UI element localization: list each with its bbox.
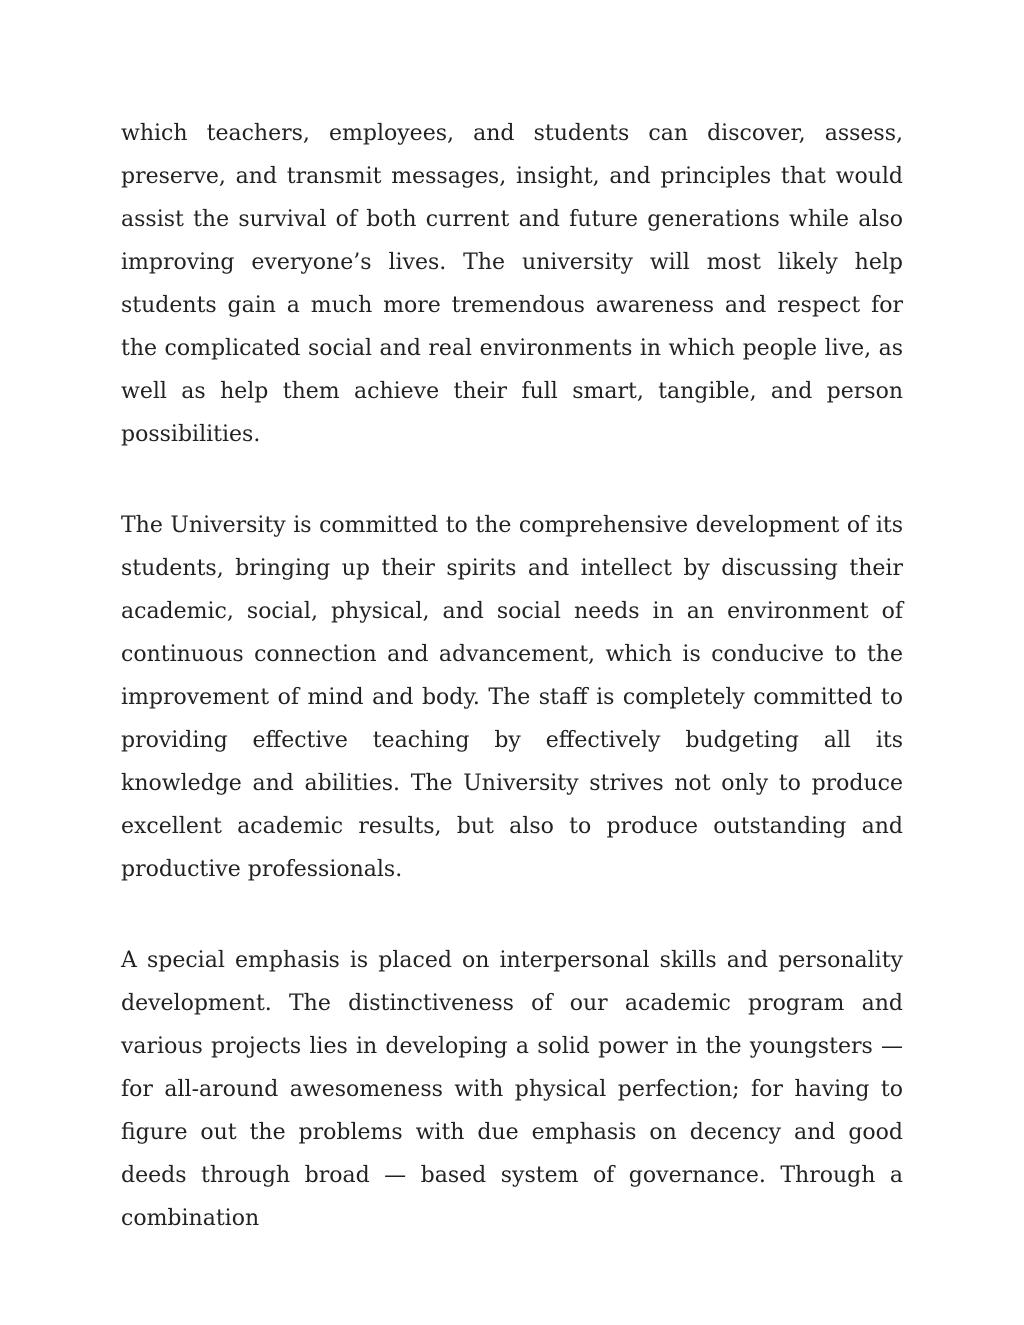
paragraph-2: The University is committed to the comprehensive development of its students, bringing up their spirits and intellect by discussing their academic, social, physical, and social needs in an environment of continuous connection and advancement, which is conducive to the improvement of mind and body. The staff is completely committed to providing effective teaching by effectively budgeting all its knowledge and abilities. The University strives not only to produce excellent academic results, but also to produce outstanding and productive professionals. <box>121 513 903 882</box>
paragraph-1: which teachers, employees, and students can discover, assess, preserve, and transmit messages, insight, and principles that would assist the survival of both current and future generations while also improving everyone’s lives. The university will most likely help students gain a much more tremendous awareness and respect for the complicated social and real environments in which people live, as well as help them achieve their full smart, tangible, and person possibilities. <box>121 121 903 447</box>
document-page <box>121 112 903 1240</box>
paragraph-3: A special emphasis is placed on interpersonal skills and personality development. The distinctiveness of our academic program and various projects lies in developing a solid power in the youngsters — for all-around awesomeness with physical perfection; for having to figure out the problems with due emphasis on decency and good deeds through broad — based system of governance. Through a combination <box>121 948 903 1231</box>
